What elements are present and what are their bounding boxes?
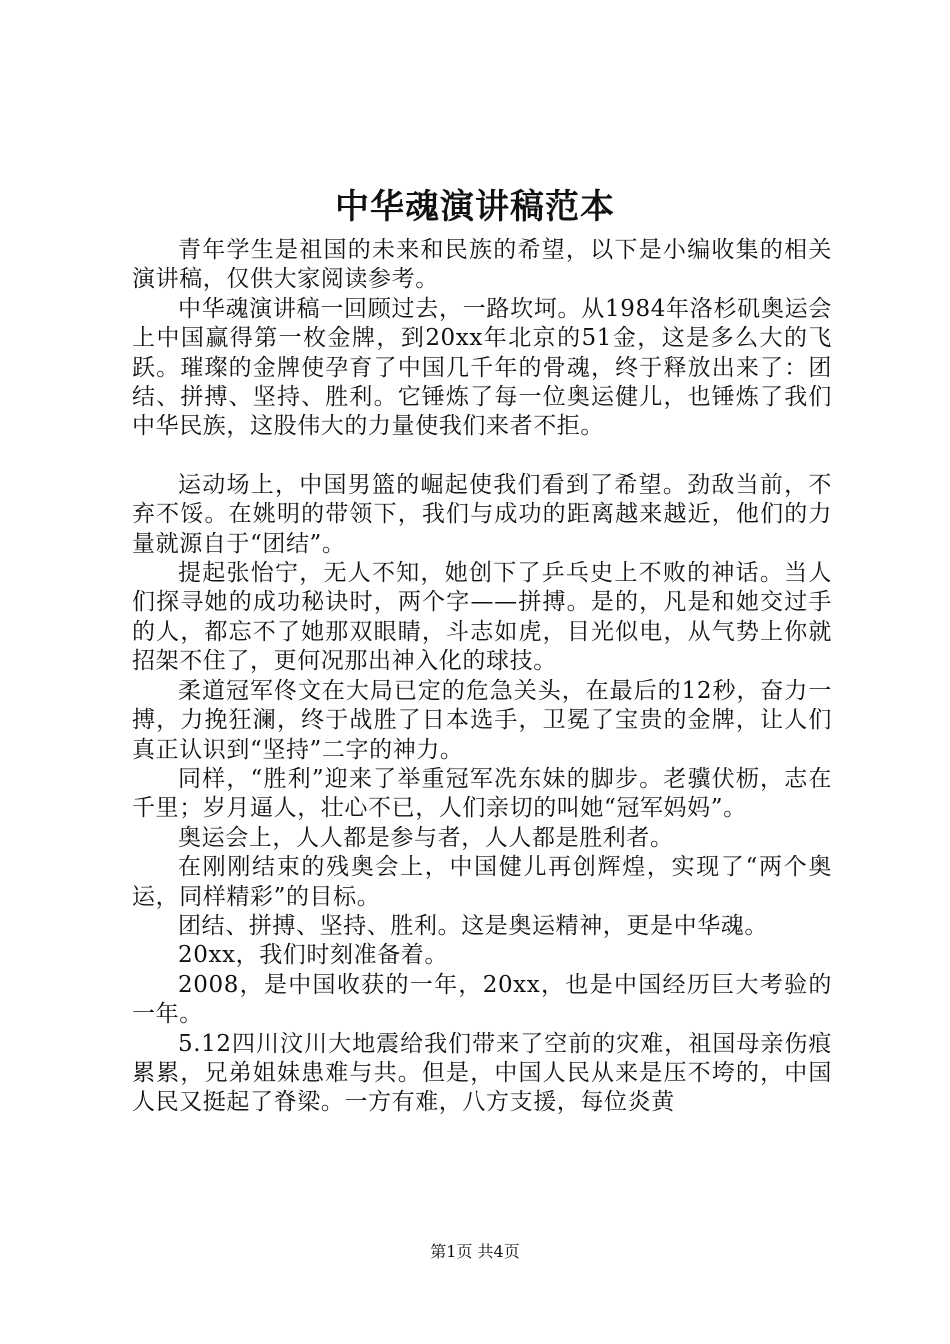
paragraph-review: 中华魂演讲稿一回顾过去，一路坎坷。从1984年洛杉矶奥运会上中国赢得第一枚金牌，到20xx年北京的51金，这是多么大的飞跃。璀璨的金牌使孕育了中国几千年的骨魂，终于释放出来了：团结、拼搏、坚持、胜利。它锤炼了每一位奥运健儿，也锤炼了我们中华民族，这股伟大的力量使我们来者不拒。 bbox=[132, 295, 832, 440]
paragraph-ready: 20xx，我们时刻准备着。 bbox=[178, 942, 449, 969]
paragraph-earthquake: 5.12四川汶川大地震给我们带来了空前的灾难，祖国母亲伤痕累累，兄弟姐妹患难与共。但是，中国人民从来是压不垮的，中国人民又挺起了脊梁。一方有难，八方支援，每位炎黄 bbox=[132, 1030, 832, 1116]
paragraph-spirit: 团结、拼搏、坚持、胜利。这是奥运精神，更是中华魂。 bbox=[178, 912, 768, 939]
paragraph-participants: 奥运会上，人人都是参与者，人人都是胜利者。 bbox=[178, 824, 674, 851]
paragraph-intro: 青年学生是祖国的未来和民族的希望，以下是小编收集的相关演讲稿，仅供大家阅读参考。 bbox=[132, 237, 832, 293]
paragraph-paralympics: 在刚刚结束的残奥会上，中国健儿再创辉煌，实现了“两个奥运，同样精彩”的目标。 bbox=[132, 854, 832, 910]
paragraph-2008: 2008，是中国收获的一年，20xx，也是中国经历巨大考验的一年。 bbox=[132, 971, 832, 1028]
paragraph-judo: 柔道冠军佟文在大局已定的危急关头，在最后的12秒，奋力一搏，力挽狂澜，终于战胜了日本选手，卫冕了宝贵的金牌，让人们真正认识到“坚持”二字的神力。 bbox=[132, 677, 832, 763]
document-body bbox=[132, 236, 832, 1118]
document-title: 中华魂演讲稿范本 bbox=[335, 187, 615, 227]
paragraph-basketball: 运动场上，中国男篮的崛起使我们看到了希望。劲敌当前，不弃不馁。在姚明的带领下，我们与成功的距离越来越近，他们的力量就源自于“团结”。 bbox=[132, 471, 832, 557]
paragraph-zhang-yining: 提起张怡宁，无人不知，她创下了乒乓史上不败的神话。当人们探寻她的成功秘诀时，两个字——拼搏。是的，凡是和她交过手的人，都忘不了她那双眼睛，斗志如虎，目光似电，从气势上你就招架不住了，更何况那出神入化的球技。 bbox=[132, 560, 832, 675]
paragraph-weightlifting: 同样，“胜利”迎来了举重冠军冼东妹的脚步。老骥伏枥，志在千里；岁月逼人，壮心不已，人们亲切的叫她“冠军妈妈”。 bbox=[132, 765, 832, 822]
page-footer: 第1页 共4页 bbox=[430, 1242, 520, 1261]
